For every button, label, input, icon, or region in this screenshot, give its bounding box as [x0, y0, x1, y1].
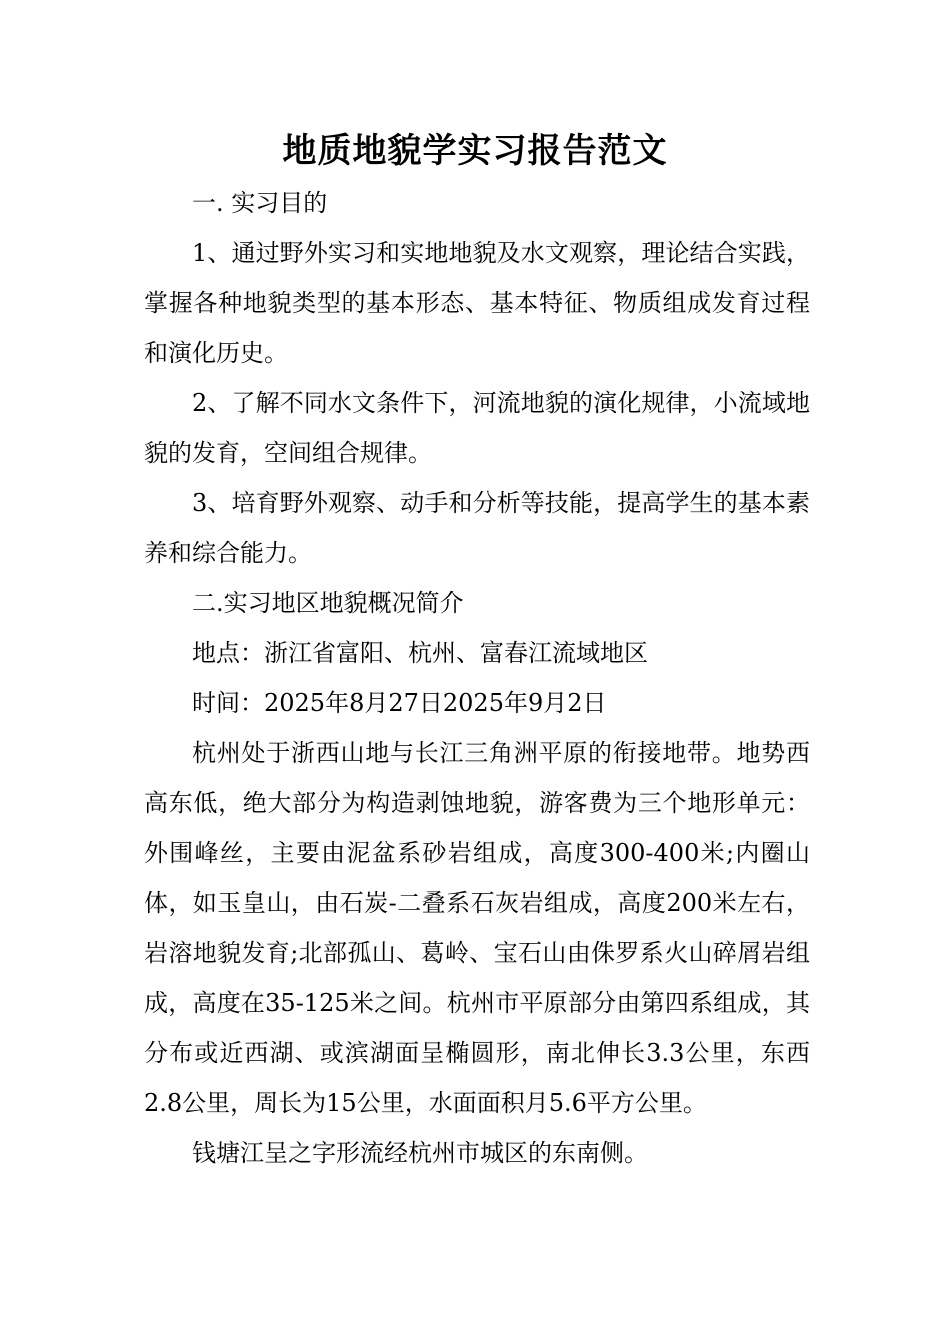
section-heading-overview: 二.实习地区地貌概况简介 [192, 589, 464, 617]
paragraph-location: 地点：浙江省富阳、杭州、富春江流域地区 [192, 639, 648, 667]
paragraph-purpose-2: 2、了解不同水文条件下，河流地貌的演化规律，小流域地貌的发育，空间组合规律。 [144, 389, 810, 467]
document-body [144, 178, 810, 1178]
paragraph-qiantang-river: 钱塘江呈之字形流经杭州市城区的东南侧。 [192, 1139, 648, 1167]
section-heading-purpose: 一. 实习目的 [192, 189, 328, 217]
paragraph-purpose-1: 1、通过野外实习和实地地貌及水文观察，理论结合实践，掌握各种地貌类型的基本形态、基本特征、物质组成发育过程和演化历史。 [144, 239, 810, 367]
paragraph-time: 时间：2025年8月27日2025年9月2日 [192, 689, 607, 717]
paragraph-hangzhou-geomorphology: 杭州处于浙西山地与长江三角洲平原的衔接地带。地势西高东低，绝大部分为构造剥蚀地貌，游客费为三个地形单元：外围峰丝，主要由泥盆系砂岩组成，高度300-400米;内圈山体，如玉皇山，由石炭-二叠系石灰岩组成，高度200米左右，岩溶地貌发育;北部孤山、葛岭、宝石山由侏罗系火山碎屑岩组成，高度在35-125米之间。杭州市平原部分由第四系组成，其分布或近西湖、或滨湖面呈椭圆形，南北伸长3.3公里，东西2.8公里，周长为15公里，水面面积月5.6平方公里。 [144, 739, 810, 1117]
document-title: 地质地貌学实习报告范文 [282, 131, 668, 171]
paragraph-purpose-3: 3、培育野外观察、动手和分析等技能，提高学生的基本素养和综合能力。 [144, 489, 810, 567]
